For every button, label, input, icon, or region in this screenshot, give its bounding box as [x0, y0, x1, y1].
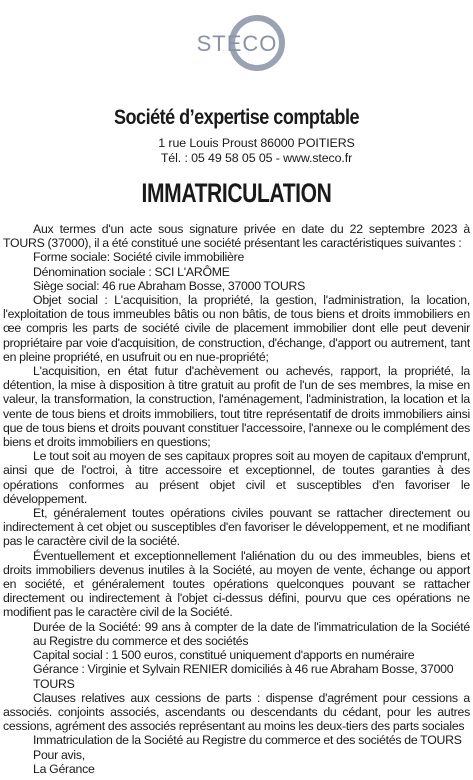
objet-capitaux-paragraph: Le tout soit au moyen de ses capitaux propres soit au moyen de capitaux d'emprunt, ainsi que de l'octroi, à titre accessoire et exceptionnel, de toutes garanties à des opérations conformes au présent objet civil et susceptibles d'en favoriser le développement.	[3, 449, 470, 506]
steco-logo	[0, 14, 473, 72]
notice-body	[3, 222, 470, 776]
logo-text: STECO	[196, 31, 277, 56]
duree-societe: Durée de la Société: 99 ans à compter de la date de l'immatriculation de la Société au Registre du commerce et des sociétés	[33, 619, 470, 648]
forme-sociale: Forme sociale: Société civile immobilière	[33, 250, 245, 265]
objet-operations-paragraph: Et, généralement toutes opérations civiles pouvant se rattacher directement ou indirectement à cet objet ou susceptibles d'en favoriser le développement, et ne modifiant pas le caractère civil de la société.	[3, 506, 470, 549]
objet-alienation-paragraph: Éventuellement et exceptionnellement l'aliénation du ou des immeubles, biens et droits immobiliers devenus inutiles à la Société, au moyen de vente, échange ou apport en société, et généralement toutes opérations quelconques pouvant se rattacher directement ou indirectement à l'objet ci-dessus défini, pourvu que ces opérations ne modifient pas le caractère civil de la Société.	[3, 548, 470, 620]
capital-social: Capital social : 1 500 euros, constitué uniquement d'apports en numéraire	[33, 648, 415, 663]
intro-paragraph: Aux termes d'un acte sous signature privée en date du 22 septembre 2023 à TOURS (37000), il a été constitué une société présentant les caractéristiques suivantes :	[3, 222, 470, 251]
firm-title: Société d’expertise comptable	[113, 106, 359, 129]
gerance: Gérance : Virginie et Sylvain RENIER domiciliés à 46 rue Abraham Bosse, 37000 TOURS	[33, 662, 454, 691]
siege-social: Siège social: 46 rue Abraham Bosse, 37000 TOURS	[33, 278, 306, 293]
steco-logo-mark	[177, 14, 297, 72]
firm-contact: Tél. : 05 49 58 05 05 - www.steco.fr	[160, 151, 353, 165]
firm-address: 1 rue Louis Proust 86000 POITIERS	[158, 136, 355, 150]
signature-gerance: La Gérance	[33, 761, 95, 776]
notice-title: IMMATRICULATION	[141, 178, 332, 208]
clauses-cessions: Clauses relatives aux cessions de parts : dispense d'agrément pour cessions a associés. conjoints associés, ascendants ou descendants du cédant, pour les autres cessions, agrément des associés représentant au moins les deux-tiers des parts sociales	[3, 690, 470, 734]
objet-acquisition-paragraph: L'acquisition, en état futur d'achèvement ou achevés, rapport, la propriété, la détention, la mise à disposition à titre gratuit au profit de l'un de ses membres, la mise en valeur, la transformation, la construction, l'aménagement, l'administration, la location et la vente de tous biens et droits immobiliers, tout titre représentatif de droits immobiliers ainsi que de tous biens et droits pouvant constituer l'accessoire, l'annexe ou le complément des biens et droits immobiliers en questions;	[3, 364, 470, 450]
denomination-sociale: Dénomination sociale : SCI L'ARÔME	[33, 264, 230, 279]
pour-avis: Pour avis,	[33, 747, 85, 762]
objet-social-paragraph: Objet social : L'acquisition, la propriété, la gestion, l'administration, la location, l'exploitation de tous immeubles bâtis ou non bâtis, de tous biens et droits immobiliers en œe compris les parts de société civile de placement immobilier dont elle peut devenir propriétaire par voie d'acquisition, de construction, d'échange, d'apport ou autrement, tant en pleine propriété, en usufruit ou en nue-propriété;	[3, 293, 470, 364]
immatriculation-rcs: Immatriculation de la Société au Registre du commerce et des sociétés de TOURS	[33, 733, 462, 748]
